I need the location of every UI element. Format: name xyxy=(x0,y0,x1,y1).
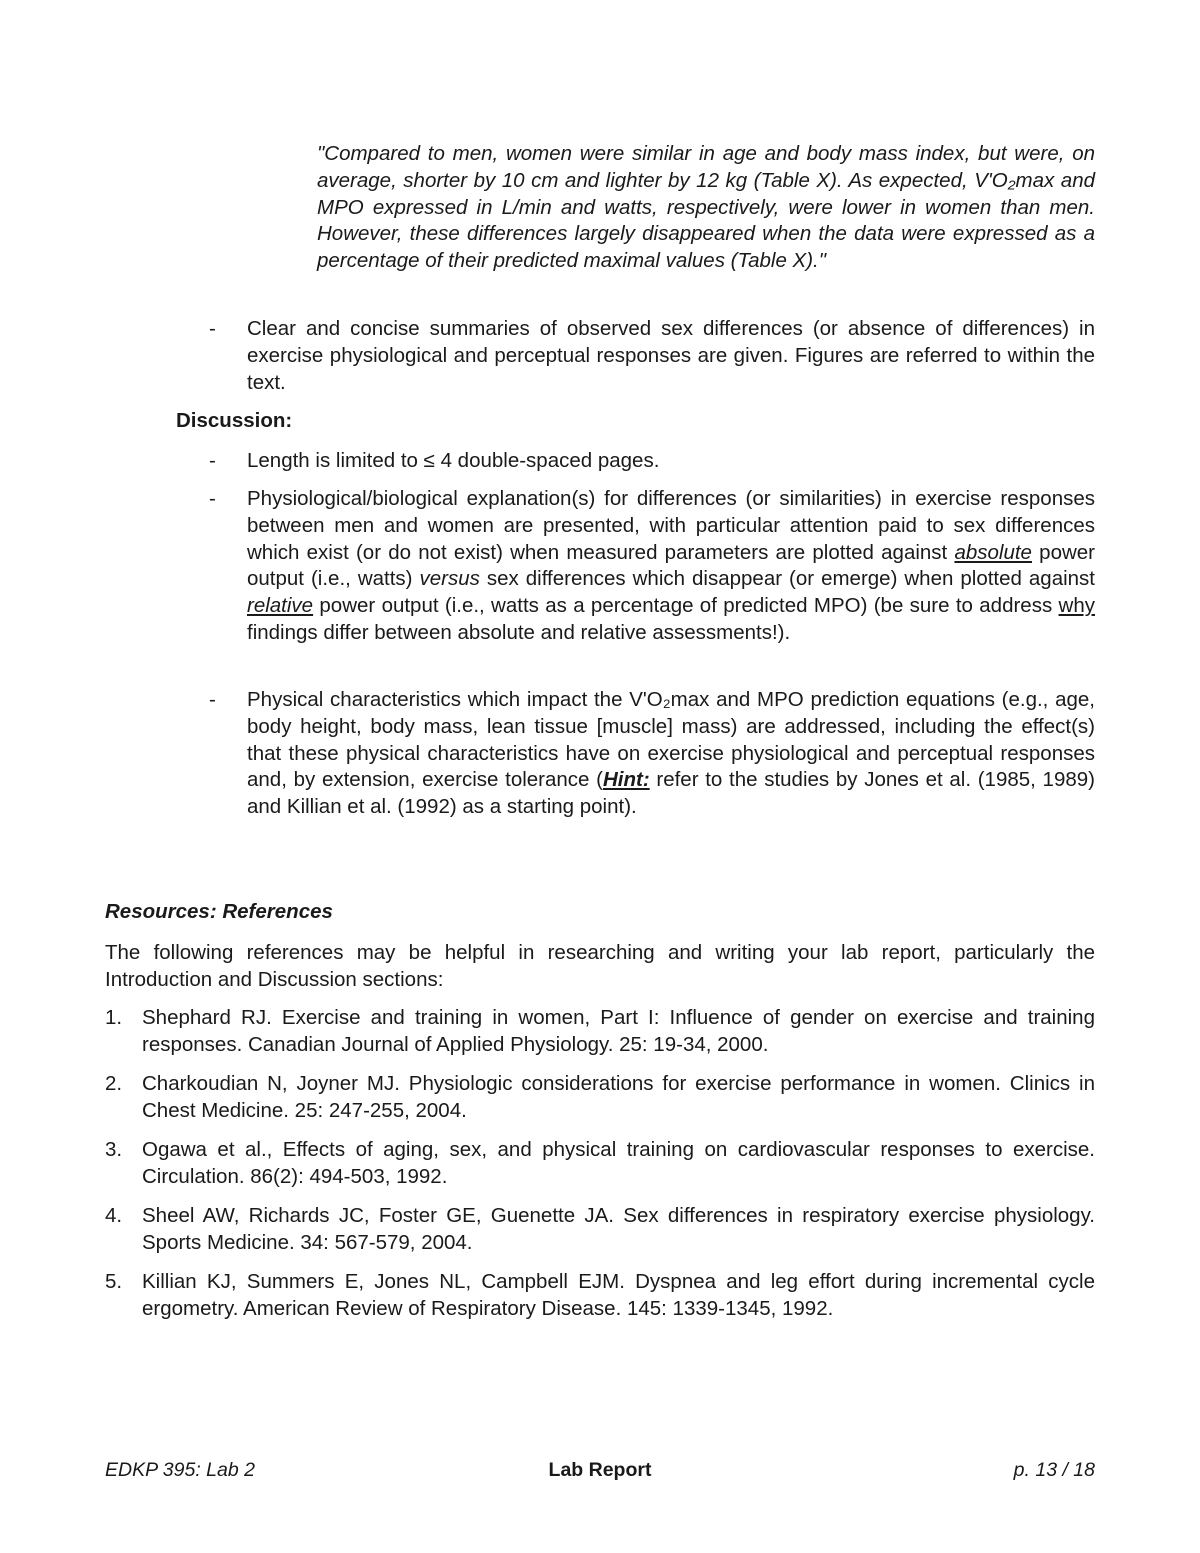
reference-number: 3. xyxy=(105,1138,123,1161)
reference-item xyxy=(105,1071,1095,1125)
discussion-heading: Discussion: xyxy=(176,409,293,432)
page-footer xyxy=(105,1459,1095,1485)
text-run: sex differences which disappear (or emerge) when plotted against xyxy=(479,567,1095,591)
discussion-bullet-length-text: Length is limited to ≤ 4 double-spaced pages. xyxy=(247,449,660,472)
results-bullet-text: Clear and concise summaries of observed sex differences (or absence of differences) in exercise physiological and perceptual responses are given. Figures are referred to within the text. xyxy=(247,317,1095,394)
emphasis-versus: versus xyxy=(419,567,480,591)
reference-number: 5. xyxy=(105,1270,123,1293)
emphasis-absolute: absolute xyxy=(954,540,1032,564)
example-quote: "Compared to men, women were similar in age and body mass index, but were, on average, shorter by 10 cm and lighter by 12 kg (Table X). As expected, V'O₂max and MPO expressed in L/min and watts, respectively, were lower in women than men. However, these differences largely disappeared when the data were expressed as a percentage of their predicted maximal values (Table X)." xyxy=(317,142,1095,273)
bullet-dash: - xyxy=(209,487,216,510)
discussion-bullet-characteristics-text xyxy=(247,687,1095,821)
reference-item xyxy=(105,1203,1095,1257)
discussion-bullet-explanations xyxy=(209,486,1095,647)
reference-number: 4. xyxy=(105,1204,123,1227)
discussion-bullet-length xyxy=(209,448,1095,475)
footer-course: EDKP 395: Lab 2 xyxy=(105,1459,255,1481)
text-run: power output (i.e., watts) xyxy=(247,540,1096,591)
reference-number: 2. xyxy=(105,1072,123,1095)
bullet-dash: - xyxy=(209,449,216,472)
reference-text: Shephard RJ. Exercise and training in women, Part I: Influence of gender on exercise and training responses. Canadian Journal of Applied Physiology. 25: 19-34, 2000. xyxy=(142,1006,1095,1056)
bullet-dash: - xyxy=(209,688,216,711)
hint-label: Hint: xyxy=(602,768,650,792)
text-run: Physiological/biological explanation(s) for differences (or similarities) in exercise responses between men and women are presented, with particular attention paid to sex differences which exist (or do not exist) when measured parameters are plotted against xyxy=(247,487,1095,564)
text-run: findings differ between absolute and relative assessments!). xyxy=(247,620,791,644)
text-run: Physical characteristics which impact the V'O₂max and MPO prediction equations (e.g., age, body height, body mass, lean tissue [muscle] mass) are addressed, including the effect(s) that these physical characteristics have on exercise physiological and perceptual responses and, by extension, exercise tolerance ( xyxy=(247,688,1095,792)
text-run: refer to the studies by Jones et al. (1985, 1989) and Killian et al. (1992) as a starting point). xyxy=(247,768,1095,819)
reference-number: 1. xyxy=(105,1006,123,1029)
emphasis-relative: relative xyxy=(247,594,314,618)
resources-heading: Resources: References xyxy=(105,900,333,923)
reference-text: Sheel AW, Richards JC, Foster GE, Guenette JA. Sex differences in respiratory exercise physiology. Sports Medicine. 34: 567-579, 2004. xyxy=(142,1204,1095,1254)
footer-title: Lab Report xyxy=(548,1459,652,1481)
reference-text: Killian KJ, Summers E, Jones NL, Campbell EJM. Dyspnea and leg effort during incremental cycle ergometry. American Review of Respiratory Disease. 145: 1339-1345, 1992. xyxy=(142,1270,1095,1320)
footer-page-number: p. 13 / 18 xyxy=(1013,1459,1095,1481)
bullet-dash: - xyxy=(209,317,216,340)
discussion-bullet-characteristics xyxy=(209,687,1095,821)
discussion-bullet-explanations-text xyxy=(247,486,1095,647)
reference-item xyxy=(105,1005,1095,1059)
reference-item xyxy=(105,1137,1095,1191)
results-bullet xyxy=(209,316,1095,396)
reference-text: Charkoudian N, Joyner MJ. Physiologic considerations for exercise performance in women. Clinics in Chest Medicine. 25: 247-255, 2004. xyxy=(142,1072,1095,1122)
resources-intro: The following references may be helpful in researching and writing your lab report, particularly the Introduction and Discussion sections: xyxy=(105,941,1095,991)
reference-text: Ogawa et al., Effects of aging, sex, and physical training on cardiovascular responses to exercise. Circulation. 86(2): 494-503, 1992. xyxy=(142,1138,1095,1188)
text-run: power output (i.e., watts as a percentage of predicted MPO) (be sure to address xyxy=(313,594,1059,618)
reference-item xyxy=(105,1269,1095,1323)
emphasis-why: why xyxy=(1058,594,1095,618)
